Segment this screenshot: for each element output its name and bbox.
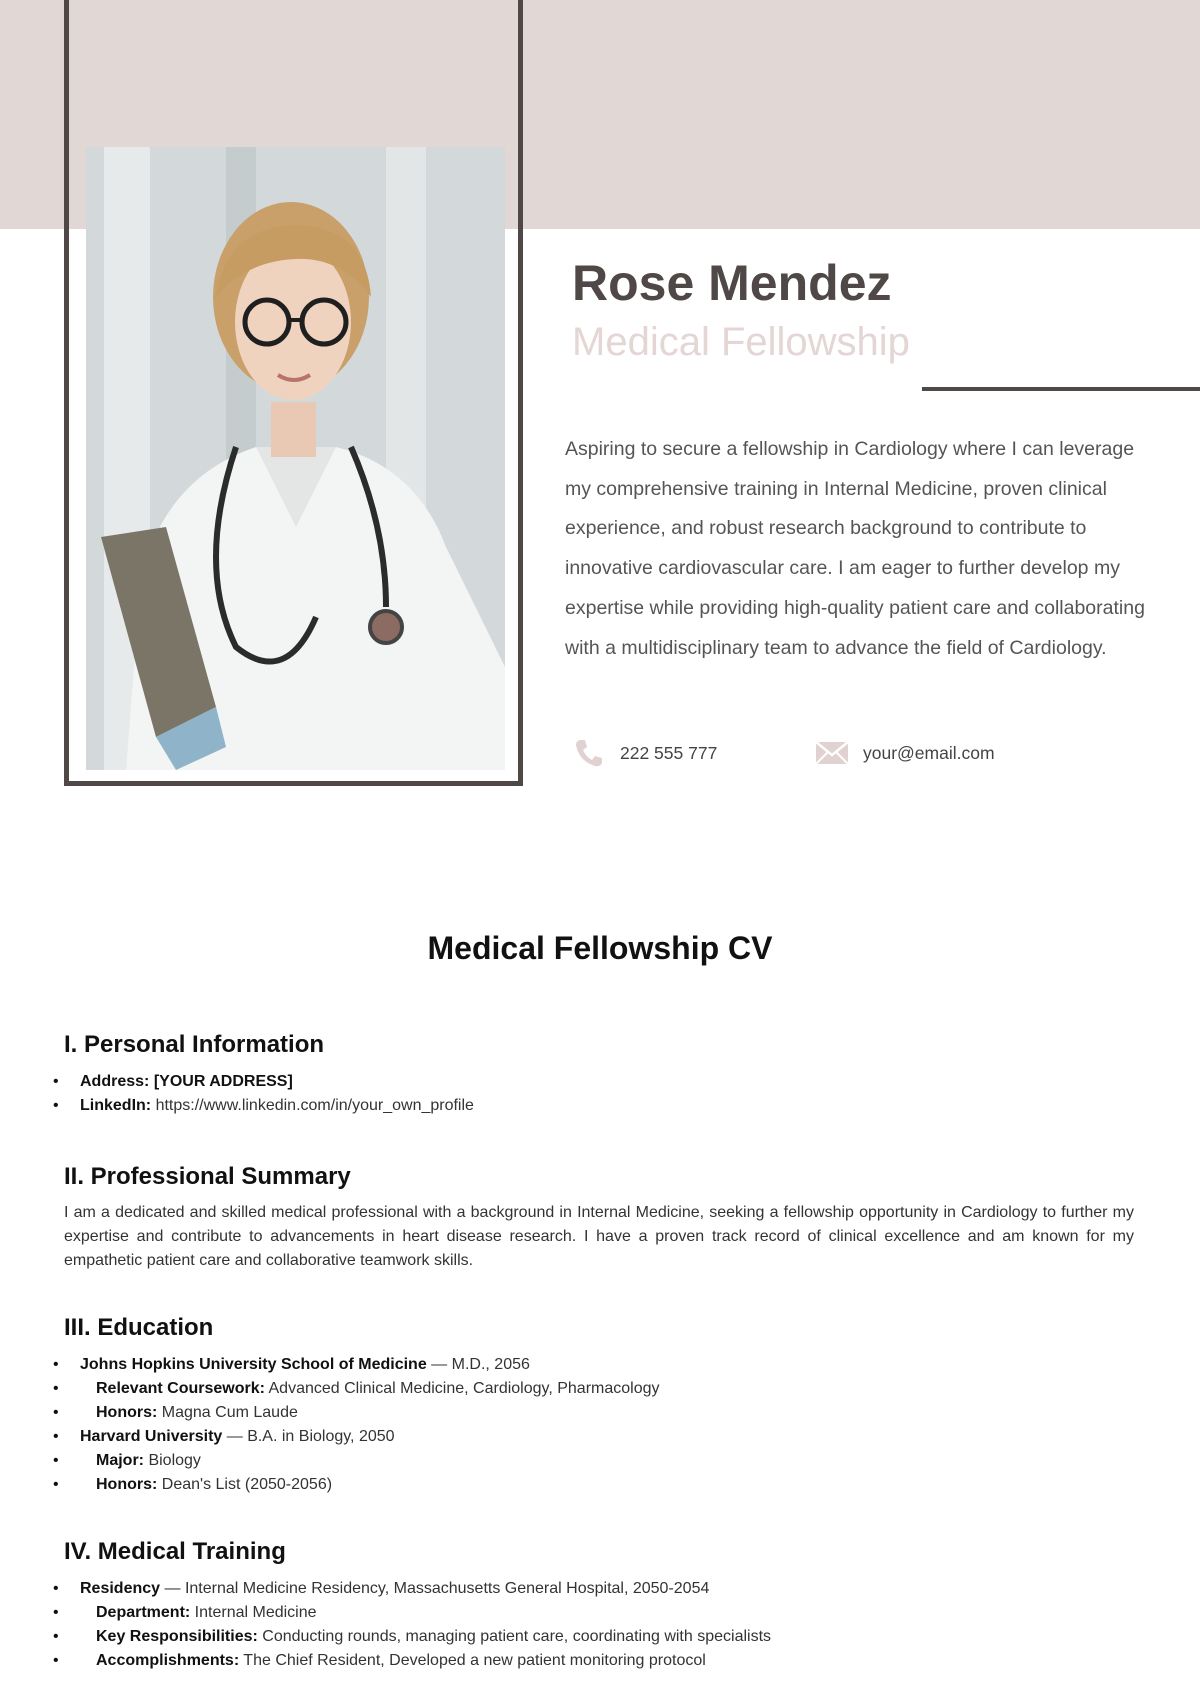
section-medical-training xyxy=(64,1535,1134,1673)
list-item: • Relevant Coursework: Advanced Clinical Medicine, Cardiology, Pharmacology xyxy=(64,1377,1134,1401)
linkedin-url: https://www.linkedin.com/in/your_own_profile xyxy=(155,1097,474,1114)
list-item: • LinkedIn: https://www.linkedin.com/in/your_own_profile xyxy=(64,1094,1134,1118)
section-heading: II. Professional Summary xyxy=(64,1163,351,1190)
profile-photo xyxy=(86,147,505,770)
contact-phone xyxy=(572,736,717,770)
list-item: • Honors: Dean's List (2050-2056) xyxy=(64,1473,1134,1497)
email-address: your@email.com xyxy=(863,742,995,763)
objective-text: Aspiring to secure a fellowship in Cardiology where I can leverage my comprehensive training in Internal Medicine, proven clinical experience, and robust research background to contribute to innovative cardiovascular care. I am eager to further develop my expertise while providing high-quality patient care and collaborating with a multidisciplinary team to advance the field of Cardiology. xyxy=(565,438,1145,659)
phone-icon xyxy=(572,736,606,770)
list-item: • Department: Internal Medicine xyxy=(64,1601,1134,1625)
section-professional-summary xyxy=(64,1160,1134,1273)
section-education xyxy=(64,1311,1134,1497)
cv-content xyxy=(64,1028,1134,1673)
envelope-icon xyxy=(815,736,849,770)
list-item: • Address: [YOUR ADDRESS] xyxy=(64,1070,1134,1094)
list-item: • Residency — Internal Medicine Residency, Massachusetts General Hospital, 2050-2054 xyxy=(64,1577,1134,1601)
section-personal-information xyxy=(64,1028,1134,1118)
section-heading: I. Personal Information xyxy=(64,1031,325,1058)
section-heading: III. Education xyxy=(64,1314,214,1341)
list-item: • Accomplishments: The Chief Resident, Developed a new patient monitoring protocol xyxy=(64,1649,1134,1673)
contact-email xyxy=(815,736,995,770)
header-divider xyxy=(922,387,1200,391)
phone-number: 222 555 777 xyxy=(620,742,718,763)
list-item: • Honors: Magna Cum Laude xyxy=(64,1401,1134,1425)
list-item: • Harvard University — B.A. in Biology, 2050 xyxy=(64,1425,1134,1449)
list-item: • Major: Biology xyxy=(64,1449,1134,1473)
address-value: [YOUR ADDRESS] xyxy=(153,1073,293,1090)
document-title: Medical Fellowship CV xyxy=(427,930,773,966)
summary-paragraph: I am a dedicated and skilled medical professional with a background in Internal Medicine, seeking a fellowship opportunity in Cardiology to further my expertise and contribute to advancements in heart disease research. I have a proven track record of clinical excellence and am known for my empathetic patient care and collaborative teamwork skills. xyxy=(64,1204,1134,1269)
candidate-name: Rose Mendez xyxy=(572,255,892,311)
section-heading: IV. Medical Training xyxy=(64,1538,286,1565)
list-item: • Johns Hopkins University School of Medicine — M.D., 2056 xyxy=(64,1353,1134,1377)
list-item: • Key Responsibilities: Conducting rounds, managing patient care, coordinating with specialists xyxy=(64,1625,1134,1649)
target-role: Medical Fellowship xyxy=(572,320,910,364)
